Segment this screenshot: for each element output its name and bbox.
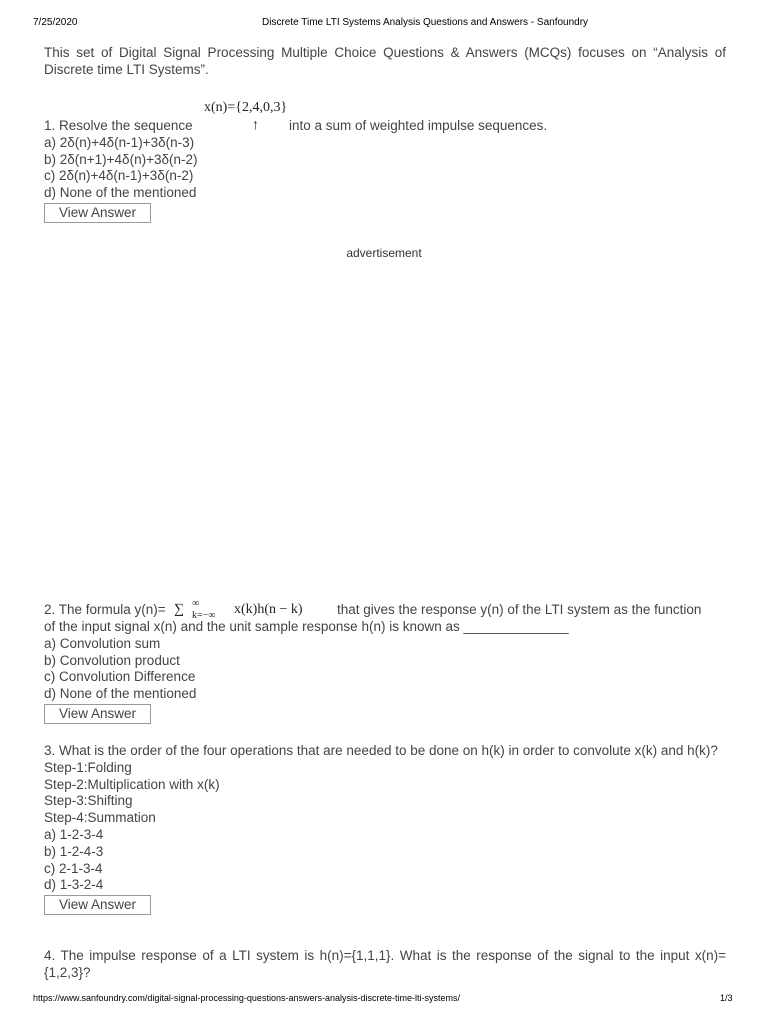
q1-suffix: into a sum of weighted impulse sequences. (289, 118, 548, 133)
q2-sum-lower: k=−∞ (192, 610, 216, 621)
question-1 (44, 100, 726, 223)
q3-step-2: Step-2:Multiplication with x(k) (44, 776, 220, 792)
q2-option-b: b) Convolution product (44, 652, 180, 668)
page-title: Discrete Time LTI Systems Analysis Questions and Answers - Sanfoundry (262, 17, 589, 28)
q3-text: 3. What is the order of the four operations that are needed to be done on h(k) in order to convolute x(k) and h(k)? (44, 743, 718, 758)
q3-option-c: c) 2-1-3-4 (44, 860, 103, 876)
question-4 (44, 948, 726, 982)
q1-option-c: c) 2δ(n)+4δ(n-1)+3δ(n-2) (44, 168, 194, 184)
q3-option-b: b) 1-2-4-3 (44, 843, 104, 859)
q1-option-d: d) None of the mentioned (44, 185, 197, 201)
footer-url: https://www.sanfoundry.com/digital-signal-processing-questions-answers-analysis-discrete-time-lti-systems/ (33, 993, 460, 1003)
q2-sum-icon: ∑ (174, 602, 184, 617)
question-3 (44, 743, 726, 915)
q3-step-1: Step-1:Folding (44, 759, 132, 775)
q2-view-answer-button[interactable]: View Answer (44, 704, 151, 724)
q1-arrow-icon: ↑ (252, 116, 259, 132)
q2-sum-upper: ∞ (192, 598, 200, 609)
q2-line2: of the input signal x(n) and the unit sample response h(n) is known as ______________ (44, 619, 569, 634)
q1-prefix: 1. Resolve the sequence (44, 118, 193, 133)
q2-suffix: that gives the response y(n) of the LTI system as the function (337, 602, 702, 617)
intro-text: This set of Digital Signal Processing Multiple Choice Questions & Answers (MCQs) focuses on “Analysis of Discrete time LTI Systems”. (44, 45, 726, 77)
footer-page-number: 1/3 (720, 993, 733, 1003)
q1-option-a: a) 2δ(n)+4δ(n-1)+3δ(n-3) (44, 134, 195, 150)
q4-text: 4. The impulse response of a LTI system is h(n)={1,1,1}. What is the response of the signal to the input x(n)={1,2,3}? (44, 948, 726, 980)
q2-formula: x(k)h(n − k) (234, 602, 303, 617)
q2-option-a: a) Convolution sum (44, 635, 161, 651)
advertisement-label: advertisement (346, 246, 422, 260)
q1-view-answer-button[interactable]: View Answer (44, 203, 151, 223)
q2-option-c: c) Convolution Difference (44, 669, 196, 685)
q3-step-3: Step-3:Shifting (44, 793, 133, 809)
q3-view-answer-button[interactable]: View Answer (44, 895, 151, 915)
q2-option-d: d) None of the mentioned (44, 686, 197, 702)
q1-option-b: b) 2δ(n+1)+4δ(n)+3δ(n-2) (44, 151, 198, 167)
q1-formula: x(n)={2,4,0,3} (204, 100, 288, 115)
q2-prefix: 2. The formula y(n)= (44, 602, 166, 617)
print-date: 7/25/2020 (33, 17, 78, 28)
question-2 (44, 598, 726, 724)
q3-option-d: d) 1-3-2-4 (44, 877, 104, 893)
q3-step-4: Step-4:Summation (44, 810, 156, 826)
q3-option-a: a) 1-2-3-4 (44, 826, 104, 842)
